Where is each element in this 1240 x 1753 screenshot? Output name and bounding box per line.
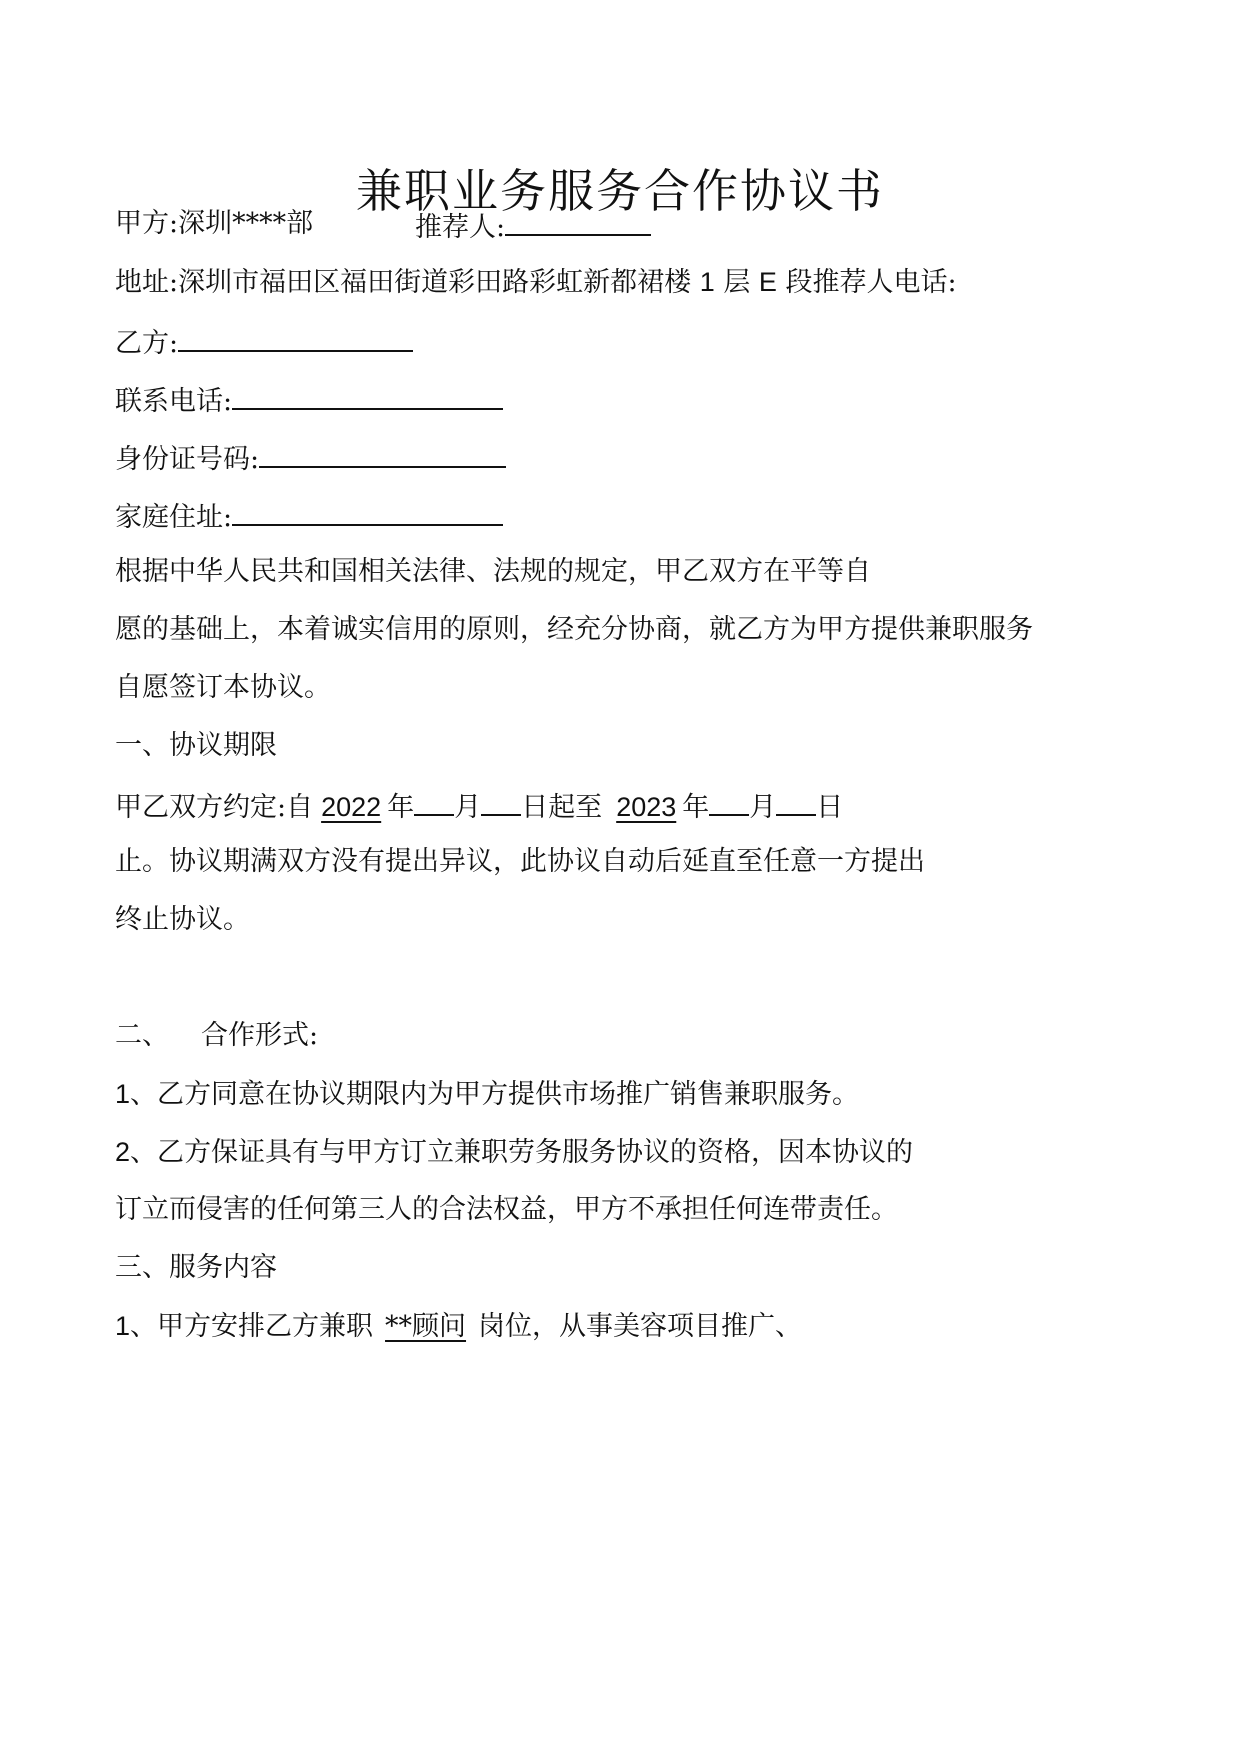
address-text-c: 段推荐人电话: — [785, 267, 957, 298]
home-address-blank[interactable] — [232, 496, 503, 526]
id-number-line — [115, 438, 506, 478]
preamble-line-1: 根据中华人民共和国相关法律、法规的规定，甲乙双方在平等自 — [115, 556, 871, 587]
end-day-unit: 日 — [816, 792, 844, 823]
party-a-label: 甲方: — [115, 208, 179, 239]
section2-heading — [115, 1018, 318, 1054]
document-title: 兼职业务服务合作协议书 — [356, 164, 884, 218]
section3-item-1-rest: 岗位，从事美容项目推广、 — [478, 1311, 803, 1342]
party-b-blank[interactable] — [178, 322, 413, 352]
referrer-label: 推荐人: — [415, 212, 506, 243]
section2-item-2 — [115, 1134, 913, 1171]
address-section: E — [758, 267, 777, 297]
party-a-value: 深圳****部 — [178, 208, 314, 239]
section3-item-1-num: 1 — [115, 1311, 131, 1341]
section3-heading: 三、服务内容 — [115, 1252, 277, 1283]
end-month-blank[interactable] — [709, 786, 749, 816]
term-line-2: 止。协议期满双方没有提出异议，此协议自动后延直至任意一方提出 — [115, 846, 925, 877]
section2-heading-num: 二、 — [115, 1020, 169, 1051]
referrer-line — [415, 206, 651, 246]
until-text: 起至 — [548, 792, 603, 823]
section2-item-1-num: 1 — [115, 1079, 131, 1109]
start-day-blank[interactable] — [481, 786, 521, 816]
section2-item-2-num: 2 — [115, 1137, 131, 1167]
id-number-label: 身份证号码: — [115, 444, 260, 475]
id-number-blank[interactable] — [259, 438, 506, 468]
end-day-blank[interactable] — [776, 786, 816, 816]
section1-heading: 一、协议期限 — [115, 730, 277, 761]
phone-blank[interactable] — [232, 380, 503, 410]
phone-line — [115, 380, 503, 420]
party-a-line — [115, 206, 313, 242]
end-year-unit: 年 — [682, 792, 710, 823]
section2-item-1 — [115, 1076, 859, 1113]
section2-item-2-cont: 订立而侵害的任何第三人的合法权益，甲方不承担任何连带责任。 — [115, 1194, 898, 1225]
section2-item-1-text: 、乙方同意在协议期限内为甲方提供市场推广销售兼职服务。 — [130, 1079, 860, 1110]
section2-item-2-text: 、乙方保证具有与甲方订立兼职劳务服务协议的资格，因本协议的 — [130, 1137, 914, 1168]
party-b-line — [115, 322, 413, 362]
section3-item-1-text: 、甲方安排乙方兼职 — [130, 1311, 374, 1342]
term-line-3: 终止协议。 — [115, 904, 250, 935]
start-month-unit: 月 — [454, 792, 482, 823]
end-month-unit: 月 — [749, 792, 777, 823]
start-year: 2022 — [321, 792, 382, 822]
home-address-line — [115, 496, 503, 536]
party-b-label: 乙方: — [115, 328, 179, 359]
section2-heading-text: 合作形式: — [201, 1020, 319, 1051]
start-day-unit: 日 — [521, 792, 549, 823]
address-floor: 1 — [699, 267, 715, 297]
term-line — [115, 786, 843, 826]
address-text-b: 层 — [723, 267, 751, 298]
start-year-unit: 年 — [387, 792, 415, 823]
referrer-blank[interactable] — [505, 206, 651, 236]
address-text-a: 地址:深圳市福田区福田街道彩田路彩虹新都裙楼 — [115, 267, 692, 298]
phone-label: 联系电话: — [115, 386, 233, 417]
preamble-line-2: 愿的基础上，本着诚实信用的原则，经充分协商，就乙方为甲方提供兼职服务 — [115, 614, 1033, 645]
start-month-blank[interactable] — [414, 786, 454, 816]
term-prefix: 甲乙双方约定:自 — [115, 792, 314, 823]
section3-item-1 — [115, 1308, 802, 1345]
position-value: **顾问 — [385, 1311, 467, 1342]
address-line — [115, 264, 957, 301]
end-year: 2023 — [616, 792, 677, 822]
preamble-line-3: 自愿签订本协议。 — [115, 672, 331, 703]
home-address-label: 家庭住址: — [115, 502, 233, 533]
